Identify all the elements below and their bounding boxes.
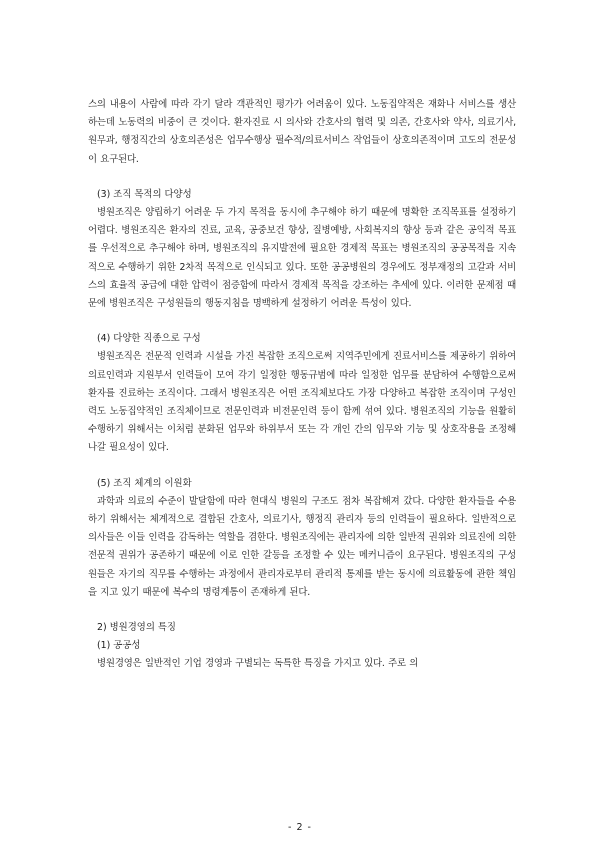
section-heading-5: (5) 조직 체계의 이원화: [97, 477, 192, 489]
spacer: [88, 602, 516, 619]
section-heading-3: (3) 조직 목적의 다양성: [97, 188, 192, 200]
page-number: - 2 -: [288, 822, 312, 833]
section-heading-4: (4) 다양한 직종으로 구성: [97, 333, 201, 345]
subsection-item-heading: (1) 공공성: [97, 640, 141, 652]
spacer: [88, 169, 516, 186]
subsection-heading: 2) 병원경영의 특징: [97, 622, 176, 634]
intro-paragraph: 스의 내용이 사람에 따라 각기 달라 객관적인 평가가 어려움이 있다. 노동집약적은 재화나 서비스를 생산하는데 노동력의 비중이 큰 것이다. 환자진료 시 의사와 간호사의 협력 및 의존, 간호사와 약사, 의료기사, 원무과, 행정직간의 상호의존성은 업무수행상 필수적/의료서비스 작업들이 상호의존적이며 고도의 전문성이 요구된다.: [88, 99, 516, 165]
spacer: [88, 313, 516, 330]
spacer: [88, 458, 516, 475]
section-body-4: 병원조직은 전문적 인력과 시설을 가진 복잡한 조직으로써 지역주민에게 진료서비스를 제공하기 위하여 의료인력과 지원부서 인력들이 모여 각기 일정한 행동규범에 따라 일정한 업무를 분담하여 수행함으로써 환자를 진료하는 조직이다. 그래서 병원조직은 어떤 조직체보다도 가장 다양하고 복잡한 조직이며 구성인력도 노동집약적인 조직체이므로 전문인력과 비전문인력 등이 함께 섞여 있다. 병원조직의 기능을 원활히 수행하기 위해서는 이처럼 분화된 업무와 하위부서 또는 각 개인 간의 임무와 기능 및 상호작용을 조정해 나갈 필요성이 있다.: [88, 351, 516, 454]
document-page: [88, 96, 516, 674]
subsection-item-body: 병원경영은 일반적인 기업 경영과 구별되는 독특한 특징을 가지고 있다. 주로 의: [97, 658, 419, 670]
section-body-5: 과학과 의료의 수준이 발달함에 따라 현대식 병원의 구조도 점차 복잡해져 갔다. 다양한 환자들을 수용하기 위해서는 체계적으로 결합된 간호사, 의료기사, 행정직 관리자 등의 인력들이 필요하다. 일반적으로 의사들은 이들 인력을 감독하는 역할을 겸한다. 병원조직에는 관리자에 의한 일반적 권위와 의료진에 의한 전문적 권위가 공존하기 때문에 이로 인한 갈등을 조정할 수 있는 메커니즘이 요구된다. 병원조직의 구성원들은 자기의 직무를 수행하는 과정에서 관리자로부터 관리적 통제를 받는 동시에 의료활동에 관한 책임을 지고 있기 때문에 복수의 명령계통이 존재하게 된다.: [88, 495, 516, 598]
section-body-3: 병원조직은 양립하기 어려운 두 가지 목적을 동시에 추구해야 하기 때문에 명확한 조직목표를 설정하기 어렵다. 병원조직은 환자의 진료, 교육, 공중보건 향상, 질병예방, 사회복지의 향상 등과 같은 공익적 목표를 우선적으로 추구해야 하며, 병원조직의 유지발전에 필요한 경제적 목표는 병원조직의 공공목적을 지속적으로 수행하기 위한 2차적 목적으로 인식되고 있다. 또한 공공병원의 경우에도 정부재정의 고갈과 서비스의 효율적 공급에 대한 압력이 점증함에 따라서 경제적 목적을 강조하는 추세에 있다. 이러한 문제점 때문에 병원조직은 구성원들의 행동지침을 명백하게 설정하기 어려운 특성이 있다.: [88, 207, 516, 310]
